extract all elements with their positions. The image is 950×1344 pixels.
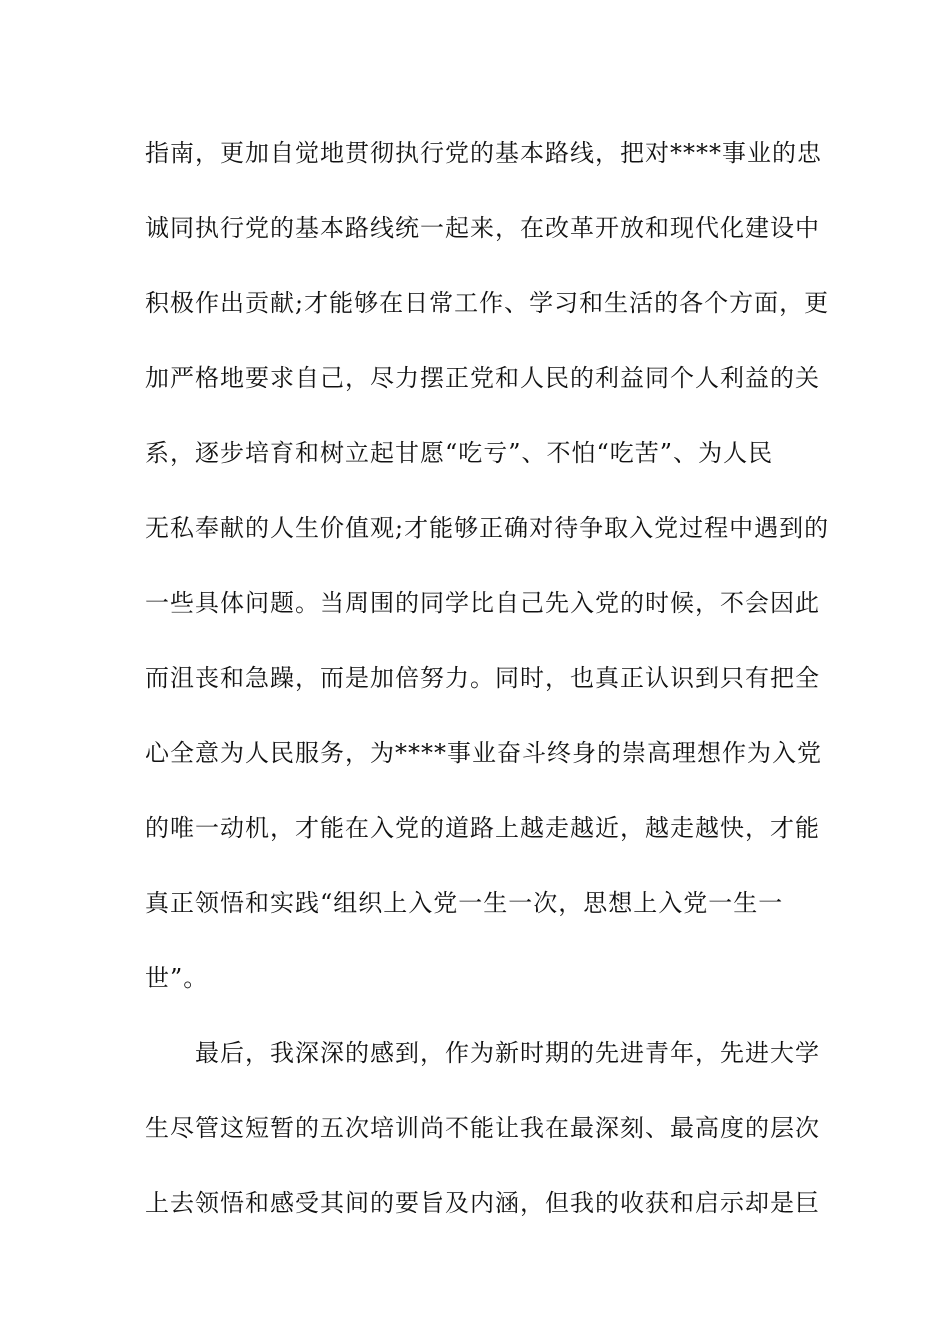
text-line: 诚同执行党的基本路线统一起来，在改革开放和现代化建设中 <box>145 214 820 242</box>
text-line: 积极作出贡献;才能够在日常工作、学习和生活的各个方面，更 <box>145 289 830 317</box>
text-line: 世”。 <box>145 964 209 992</box>
text-line: 的唯一动机，才能在入党的道路上越走越近，越走越快，才能 <box>145 814 820 842</box>
text-line: 最后，我深深的感到，作为新时期的先进青年，先进大学 <box>145 1039 820 1067</box>
text-line: 指南，更加自觉地贯彻执行党的基本路线，把对****事业的忠 <box>145 139 822 167</box>
text-line: 生尽管这短暂的五次培训尚不能让我在最深刻、最高度的层次 <box>145 1114 820 1142</box>
text-line: 上去领悟和感受其间的要旨及内涵，但我的收获和启示却是巨 <box>145 1189 820 1217</box>
text-line: 一些具体问题。当周围的同学比自己先入党的时候，不会因此 <box>145 589 820 617</box>
text-line: 系，逐步培育和树立起甘愿“吃亏”、不怕“吃苦”、为人民 <box>145 439 774 467</box>
text-line: 无私奉献的人生价值观;才能够正确对待争取入党过程中遇到的 <box>145 514 830 542</box>
text-line: 心全意为人民服务，为****事业奋斗终身的崇高理想作为入党 <box>145 739 822 767</box>
text-line: 而沮丧和急躁，而是加倍努力。同时，也真正认识到只有把全 <box>145 664 820 692</box>
text-line: 加严格地要求自己，尽力摆正党和人民的利益同个人利益的关 <box>145 364 820 392</box>
document-body-text <box>145 130 830 1255</box>
text-line: 真正领悟和实践“组织上入党一生一次，思想上入党一生一 <box>145 889 784 917</box>
